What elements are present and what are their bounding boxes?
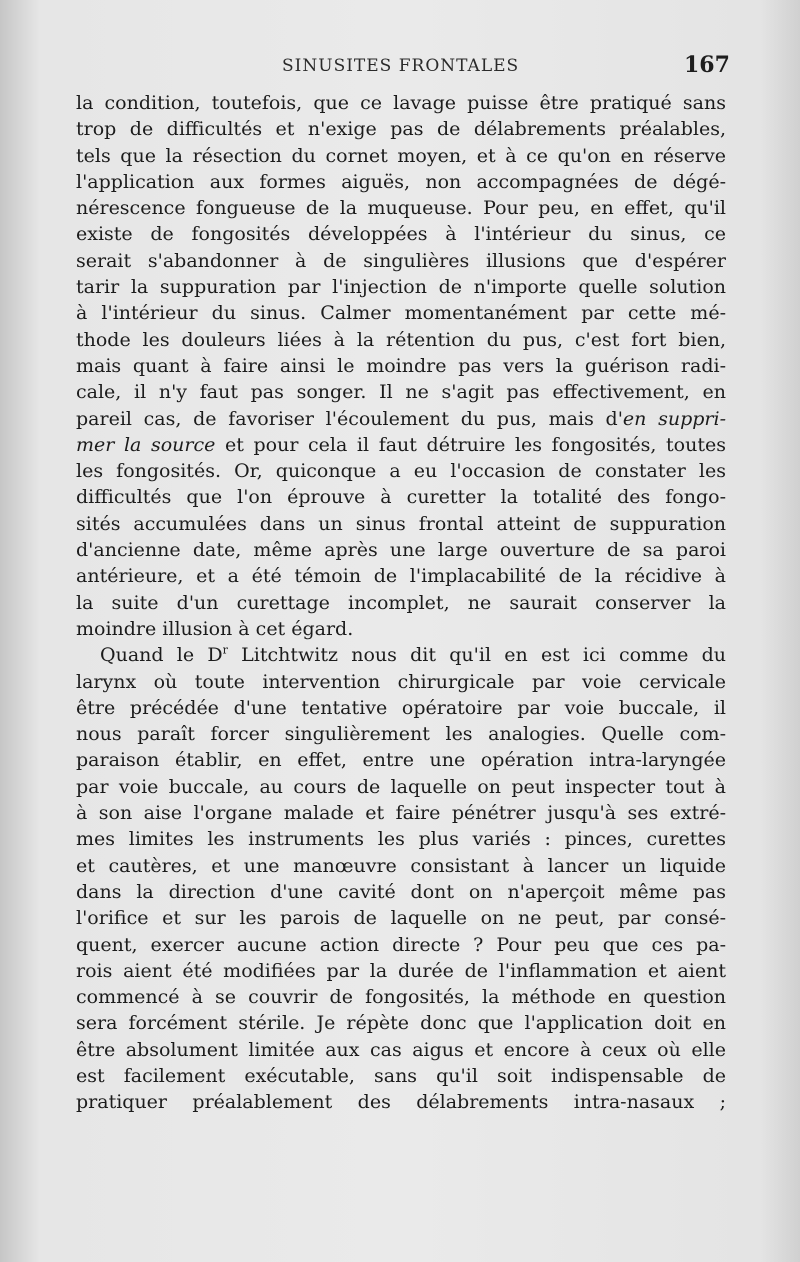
paragraph-start-line [76,642,726,668]
text-line: larynx où toute intervention chirurgicale par voie cervicale [76,670,726,693]
text-line: thode les douleurs liées à la rétention du pus, c'est fort bien, [76,328,726,351]
text-line: mes limites les instruments les plus variés : pinces, curettes [76,828,726,851]
text-line: nous paraît forcer singulièrement les analogies. Quelle com- [76,723,726,746]
text-line: à son aise l'organe malade et faire pénétrer jusqu'à ses extré- [76,802,726,825]
text-line: difficultés que l'on éprouve à curetter la totalité des fongo- [76,486,726,509]
text-line: être absolument limitée aux cas aigus et encore à ceux où elle [76,1038,726,1061]
text-line: par voie buccale, au cours de laquelle on peut inspecter tout à [76,775,726,798]
text-line: l'application aux formes aiguës, non accompagnées de dégé- [76,170,726,193]
text-line: la condition, toutefois, que ce lavage puisse être pratiqué sans [76,92,726,114]
text-line: cale, il n'y faut pas songer. Il ne s'agit pas effectivement, en [76,381,726,404]
text-line: nérescence fongueuse de la muqueuse. Pour peu, en effet, qu'il [76,197,726,220]
text-line [76,432,726,458]
body-text [76,90,726,1116]
text-line: quent, exercer aucune action directe ? Pour peu que ces pa- [76,933,726,956]
text-line: trop de difficultés et n'exige pas de délabrements préalables, [76,118,726,141]
text-line: antérieure, et a été témoin de l'implacabilité de la récidive à [76,565,726,588]
text-line: tels que la résection du cornet moyen, et à ce qu'on en réserve [76,144,726,167]
text-line: les fongosités. Or, quiconque a eu l'occasion de constater les [76,460,726,483]
text-run: et pour cela il faut détruire les fongosités, toutes [215,433,726,456]
text-line: existe de fongosités développées à l'intérieur du sinus, ce [76,223,726,246]
text-run: Quand le D [100,644,223,667]
text-line: à l'intérieur du sinus. Calmer momentanément par cette mé- [76,302,726,325]
text-line: dans la direction d'une cavité dont on n'aperçoit même pas [76,880,726,903]
text-line: paraison établir, en effet, entre une opération intra-laryngée [76,749,726,772]
text-line: rois aient été modifiées par la durée de l'inflammation et aient [76,959,726,982]
text-line: l'orifice et sur les parois de laquelle on ne peut, par consé- [76,907,726,930]
text-line: commencé à se couvrir de fongosités, la méthode en question [76,986,726,1009]
text-line: la suite d'un curettage incomplet, ne saurait conserver la [76,591,726,614]
text-run: Litchtwitz nous dit qu'il en est ici comme du [227,644,726,667]
text-line: d'ancienne date, même après une large ouverture de sa paroi [76,539,726,562]
superscript: r [222,643,228,657]
text-line [76,406,726,432]
italic-run: en suppri- [622,407,726,430]
text-line: tarir la suppuration par l'injection de n'importe quelle solution [76,276,726,299]
text-line: pratiquer préalablement des délabrements intra-nasaux ; [76,1091,726,1114]
text-line: sités accumulées dans un sinus frontal atteint de suppuration [76,512,726,535]
text-run: pareil cas, de favoriser l'écoulement du pus, mais d' [76,407,623,430]
paragraph-end-line: moindre illusion à cet égard. [76,617,354,640]
running-title: SINUSITES FRONTALES [282,56,520,76]
text-line: sera forcément stérile. Je répète donc que l'application doit en [76,1012,726,1035]
text-line: et cautères, et une manœuvre consistant à lancer un liquide [76,854,726,877]
text-line: serait s'abandonner à de singulières illusions que d'espérer [76,249,726,272]
italic-run: mer la source [76,433,216,456]
text-line: être précédée d'une tentative opératoire par voie buccale, il [76,696,726,719]
text-line: mais quant à faire ainsi le moindre pas vers la guérison radi- [76,354,726,377]
running-header [0,52,800,82]
page-number: 167 [684,52,730,78]
text-line: est facilement exécutable, sans qu'il soit indispensable de [76,1064,726,1087]
